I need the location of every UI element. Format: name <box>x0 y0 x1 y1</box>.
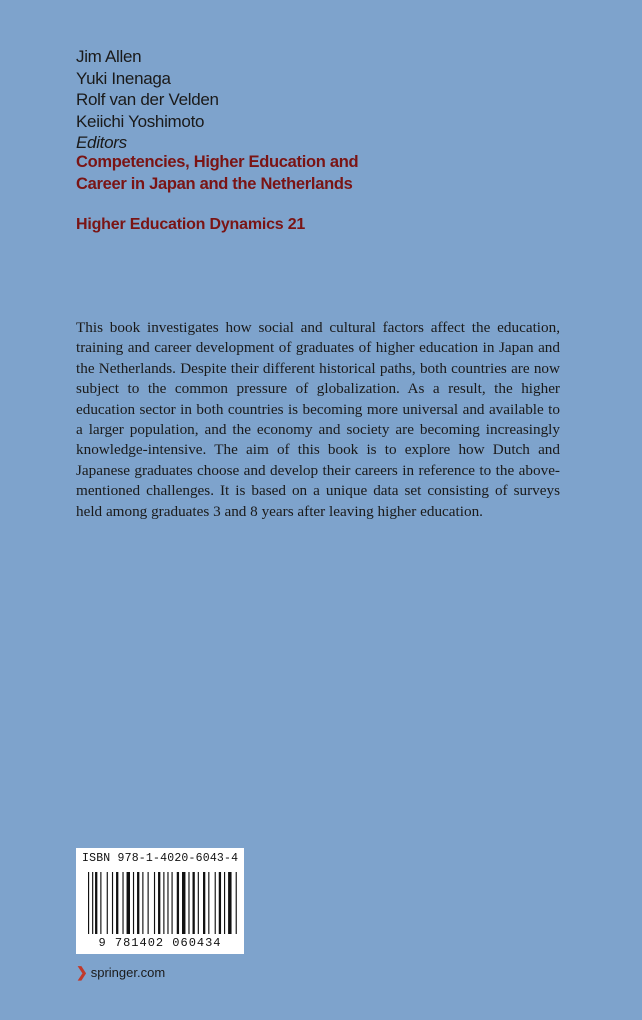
barcode-bar <box>167 872 168 934</box>
barcode-digits: 9 781402 060434 <box>98 936 222 950</box>
barcode-bar <box>133 872 134 934</box>
editor-name: Jim Allen <box>76 47 142 66</box>
barcode-bar <box>219 872 221 934</box>
editors-block <box>76 46 219 154</box>
series-title: Higher Education Dynamics 21 <box>76 216 306 233</box>
barcode-bar <box>127 872 130 934</box>
editor-name: Yuki Inenaga <box>76 68 171 88</box>
editors-role: Editors <box>76 133 127 152</box>
isbn-label: ISBN 978-1-4020-6043-4 <box>82 852 239 865</box>
barcode-bar <box>158 872 160 934</box>
barcode-bar <box>148 872 149 934</box>
barcode-bar <box>122 872 123 934</box>
chevron-right-icon: ❯ <box>76 964 88 980</box>
barcode-bar <box>228 872 231 934</box>
barcode-bar <box>198 872 199 934</box>
publisher-link[interactable] <box>76 964 165 981</box>
barcode-bar <box>116 872 118 934</box>
barcode-bar <box>154 872 155 934</box>
barcode-bar <box>236 872 237 934</box>
editor-name: Rolf van der Velden <box>76 90 219 109</box>
barcode-bar <box>137 872 139 934</box>
barcode-bar <box>172 872 173 934</box>
barcode-bar <box>142 872 143 934</box>
barcode-box <box>76 848 244 954</box>
barcode-bar <box>215 872 216 934</box>
barcode-bar <box>112 872 113 934</box>
barcode-image <box>82 872 238 936</box>
barcode-bar <box>208 872 209 934</box>
barcode-bar <box>92 872 93 934</box>
book-title-line: Competencies, Higher Education and <box>76 153 359 171</box>
barcode-bar <box>182 872 185 934</box>
book-title <box>76 151 358 195</box>
barcode-bar <box>88 872 89 934</box>
book-description: This book investigates how social and cultural factors affect the education, training and career development of graduates of higher education in Japan and the Netherlands. Despite their different historical paths, both countries are now subject to the common pressure of globalization. As a result, the higher education sector in both countries is becoming more universal and available to a larger population, and the economy and society are becoming increasingly knowledge-intensive. The aim of this book is to explore how Dutch and Japanese graduates choose and develop their careers in reference to the above-mentioned challenges. It is based on a unique data set consisting of surveys held among graduates 3 and 8 years after leaving higher education. <box>76 319 560 520</box>
barcode-bar <box>224 872 225 934</box>
barcode-bar <box>107 872 108 934</box>
book-title-line: Career in Japan and the Netherlands <box>76 175 353 193</box>
barcode-bar <box>188 872 189 934</box>
barcode-bar <box>203 872 205 934</box>
publisher-url: springer.com <box>90 965 166 980</box>
barcode-bar <box>193 872 195 934</box>
barcode-bar <box>163 872 164 934</box>
barcode-bar <box>95 872 97 934</box>
editor-name: Keiichi Yoshimoto <box>76 111 205 131</box>
barcode-bar <box>177 872 179 934</box>
barcode-bar <box>100 872 101 934</box>
